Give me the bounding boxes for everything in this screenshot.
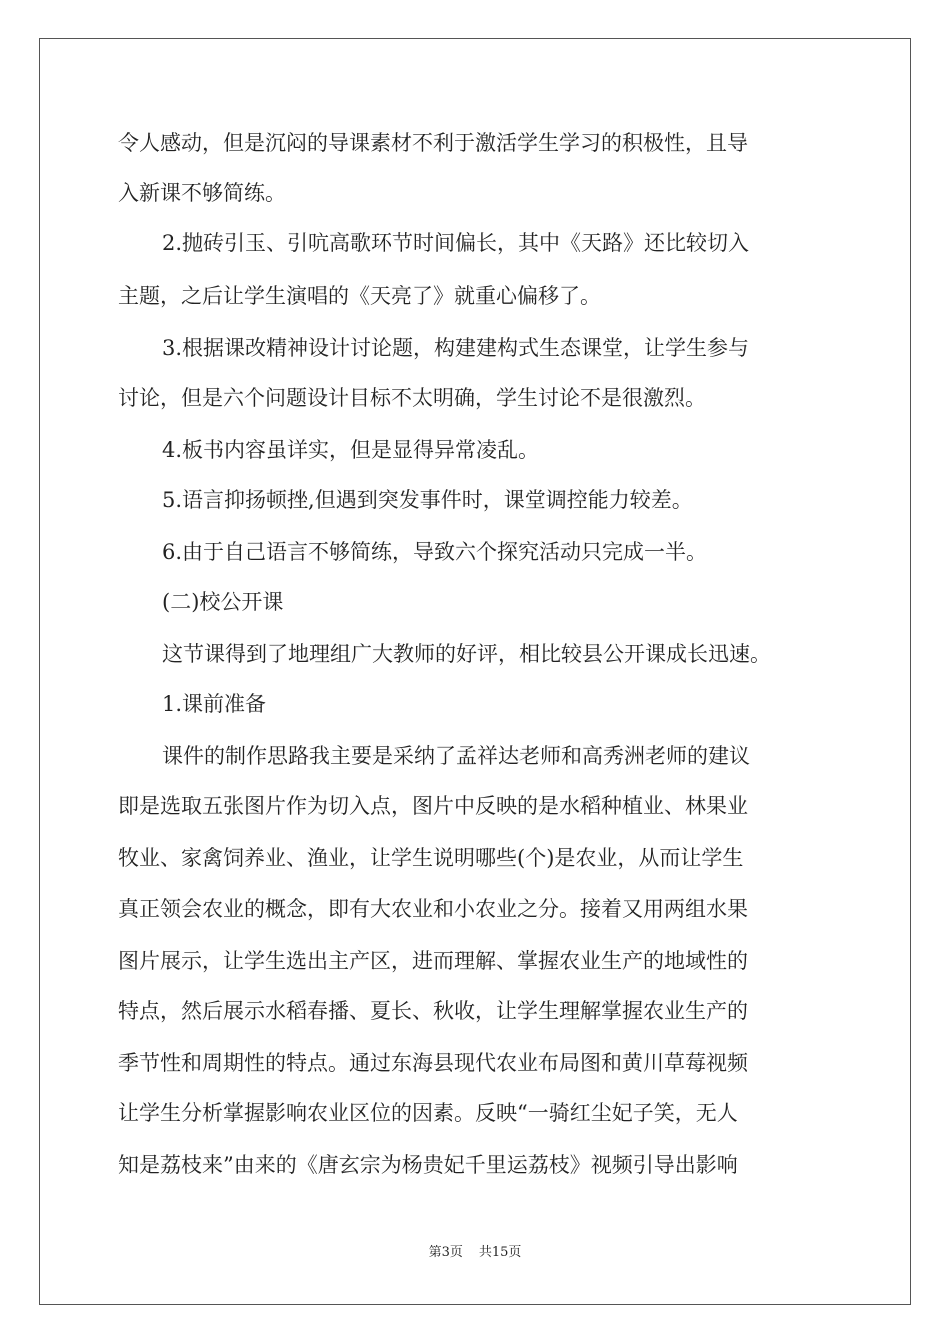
text-line: 令人感动，但是沉闷的导课素材不利于激活学生学习的积极性，且导 — [118, 131, 748, 155]
text-line: 知是荔枝来”由来的《唐玄宗为杨贵妃千里运荔枝》视频引导出影响 — [118, 1153, 738, 1177]
text-line: 1.课前准备 — [162, 692, 267, 716]
text-line: 3.根据课改精神设计讨论题，构建建构式生态课堂，让学生参与 — [162, 336, 750, 360]
text-line: 特点，然后展示水稻春播、夏长、秋收，让学生理解掌握农业生产的 — [118, 999, 748, 1023]
page-footer — [0, 1241, 950, 1260]
text-line: 2.抛砖引玉、引吭高歌环节时间偏长，其中《天路》还比较切入 — [162, 231, 750, 255]
text-line: 主题，之后让学生演唱的《天亮了》就重心偏移了。 — [118, 284, 601, 308]
text-line: 图片展示，让学生选出主产区，进而理解、掌握农业生产的地域性的 — [118, 949, 748, 973]
text-line: 季节性和周期性的特点。通过东海县现代农业布局图和黄川草莓视频 — [118, 1051, 748, 1075]
text-line: 6.由于自己语言不够简练，导致六个探究活动只完成一半。 — [162, 540, 708, 564]
text-line: 讨论，但是六个问题设计目标不太明确，学生讨论不是很激烈。 — [118, 386, 706, 410]
text-line: 牧业、家禽饲养业、渔业，让学生说明哪些(个)是农业，从而让学生 — [118, 846, 744, 870]
text-line: 即是选取五张图片作为切入点，图片中反映的是水稻种植业、林果业 — [118, 794, 748, 818]
text-line: (二)校公开课 — [162, 590, 284, 614]
text-line: 这节课得到了地理组广大教师的好评，相比较县公开课成长迅速。 — [162, 642, 771, 666]
text-line: 4.板书内容虽详实，但是显得异常凌乱。 — [162, 438, 540, 462]
page-number: 第3页 — [428, 1245, 463, 1260]
text-line: 让学生分析掌握影响农业区位的因素。反映“一骑红尘妃子笑，无人 — [118, 1101, 738, 1125]
page-total: 共15页 — [478, 1245, 522, 1260]
text-line: 入新课不够简练。 — [118, 181, 286, 205]
text-line: 真正领会农业的概念，即有大农业和小农业之分。接着又用两组水果 — [118, 897, 748, 921]
text-line: 课件的制作思路我主要是采纳了孟祥达老师和高秀洲老师的建议 — [162, 744, 750, 768]
text-line: 5.语言抑扬顿挫,但遇到突发事件时，课堂调控能力较差。 — [162, 488, 693, 512]
